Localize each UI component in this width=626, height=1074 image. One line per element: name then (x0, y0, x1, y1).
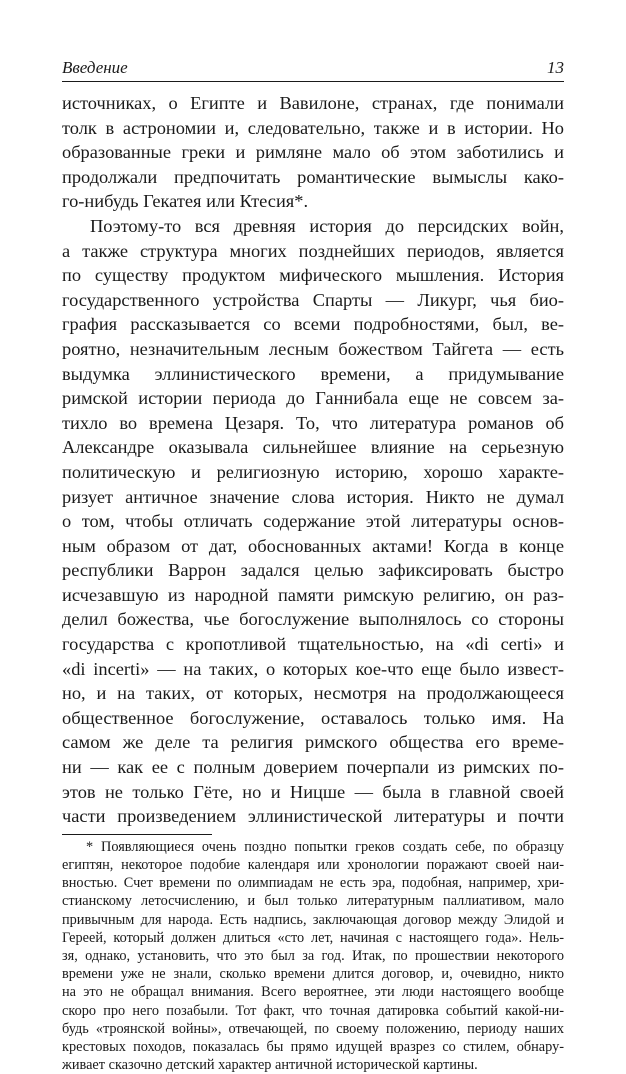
footnote-line: живает сказочно детский характер античной исторической картины. (62, 1057, 478, 1074)
page-number: 13 (547, 58, 564, 77)
footnote-line: зя, однако, установить, что это был за год. Итак, по прошествии некоторого (62, 948, 564, 965)
text-line: Александре оказывала сильнейшее влияние на серьезную (62, 437, 564, 458)
footnote-line: будь «троянской войны», отвечающей, по своему положению, периоду наших (62, 1020, 564, 1037)
footnote-line: египтян, некоторое подобие календаря или хронологии поражают своей наи- (62, 857, 564, 874)
text-line: политическую и религиозную историю, хорошо характе- (62, 461, 564, 482)
text-line: самом же деле та религия римского общества его време- (62, 732, 564, 753)
footnote-line: скоро про него позабыли. Тот факт, что точная датировка событий какой-ни- (62, 1002, 564, 1019)
text-line: Поэтому-то вся древняя история до персидских войн, (90, 215, 564, 236)
text-line: государства с кропотливой тщательностью, на «di certi» и (62, 634, 564, 655)
section-title: Введение (62, 58, 128, 77)
footnote-line: Гереей, который должен длиться «сто лет, начиная с настоящего года». Нель- (62, 929, 564, 946)
text-line: делил божества, чье богослужение выполнялось со стороны (62, 609, 564, 630)
text-line: части произведением эллинистической литературы и почти (62, 806, 564, 827)
text-line: но, и на таких, от которых, несмотря на продолжающееся (62, 683, 564, 704)
footnote-divider (62, 834, 212, 835)
book-page (62, 58, 564, 1074)
footnote-line: * Появляющиеся очень поздно попытки греков создать себе, по образцу (86, 838, 564, 855)
text-line: о том, чтобы отличать содержание этой литературы основ- (62, 511, 564, 532)
running-head (62, 58, 564, 82)
text-line: продолжали предпочитать романтические вымыслы како- (62, 166, 564, 187)
footnote-line: привычным для народа. Есть надпись, заключающая договор между Элидой и (62, 911, 564, 928)
text-line: го-нибудь Гекатея или Ктесия*. (62, 191, 309, 212)
text-line: этов не только Гёте, но и Ницше — была в главной своей (62, 781, 564, 802)
footnote-line: вностью. Счет времени по олимпиадам не есть эра, подобная, например, хри- (62, 875, 564, 892)
text-line: ни — как ее с полным доверием почерпали из римских по- (62, 757, 564, 778)
text-line: образованные греки и римляне мало об этом заботились и (62, 142, 564, 163)
text-line: толк в астрономии и, следовательно, также и в истории. Но (62, 117, 564, 138)
text-line: по существу продуктом мифического мышления. История (62, 265, 564, 286)
text-line: исчезавшую из народной памяти римскую религию, он раз- (62, 584, 564, 605)
text-line: общественное богослужение, оставалось только имя. На (62, 707, 564, 728)
footnote-line: на это не обращал внимания. Всего вероятнее, эти люди настоящего вообще (62, 984, 564, 1001)
text-line: выдумка эллинистического времени, а придумывание (62, 363, 564, 384)
body-text (62, 91, 564, 829)
text-line: графия рассказывается со всеми подробностями, был, ве- (62, 314, 564, 335)
text-line: роятно, незначительным лесным божеством Тайгета — есть (62, 338, 564, 359)
text-line: римской истории периода до Ганнибала еще не совсем за- (62, 388, 564, 409)
footnote-line: стианскому летосчислению, и был только литературным паллиативом, мало (62, 893, 564, 910)
footnote-line: крестовых походов, показалась бы прямо идущей вразрез со стилем, обнару- (62, 1039, 564, 1056)
text-line: республики Варрон задался целью зафиксировать быстро (62, 560, 564, 581)
footnote-line: времени уже не знали, сколько времени длится договор, и, очевидно, никто (62, 966, 564, 983)
text-line: тихло во времена Цезаря. То, что литература романов об (62, 412, 564, 433)
text-line: ризует античное значение слова история. Никто не думал (62, 486, 564, 507)
text-line: ным образом от дат, обоснованных актами! Когда в конце (62, 535, 564, 556)
text-line: а также структура многих позднейших периодов, является (62, 240, 564, 261)
text-line: государственного устройства Спарты — Ликург, чья био- (62, 289, 564, 310)
text-line: источниках, о Египте и Вавилоне, странах, где понимали (62, 93, 564, 113)
text-line: «di incerti» — на таких, о которых кое-что еще было извест- (62, 658, 564, 679)
footnote (62, 838, 564, 1074)
